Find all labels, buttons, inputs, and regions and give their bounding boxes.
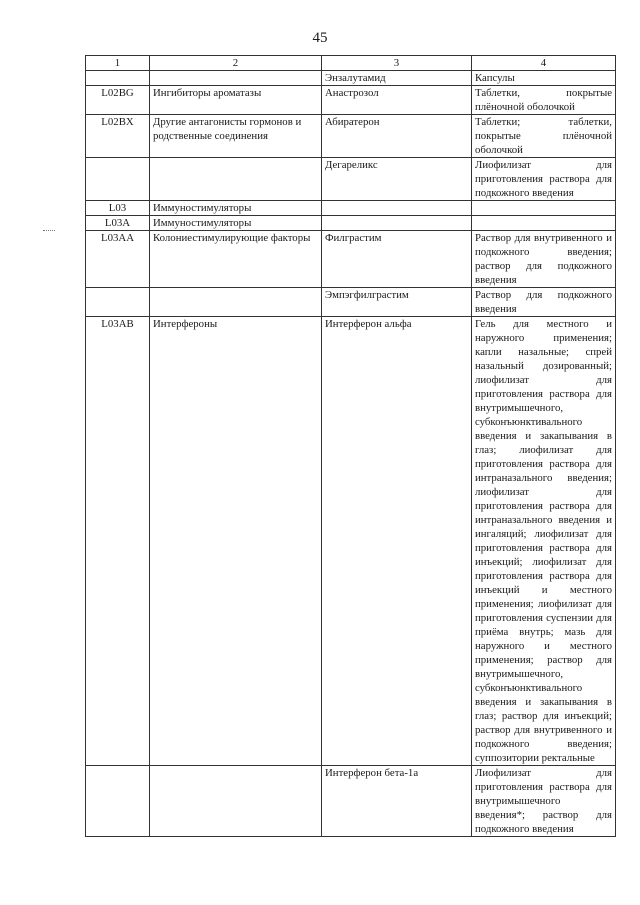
dosage-form-cell: Раствор для подкожного введения [472, 288, 616, 317]
dosage-form-cell: Капсулы [472, 71, 616, 86]
atc-code-cell: L02BG [86, 86, 150, 115]
drug-name-cell [322, 201, 472, 216]
margin-mark [43, 230, 55, 232]
atc-code-cell: L03A [86, 216, 150, 231]
header-col-2: 2 [150, 56, 322, 71]
table-row [86, 317, 616, 766]
group-name-cell [150, 766, 322, 837]
atc-code-cell: L03AA [86, 231, 150, 288]
table-header-row [86, 56, 616, 71]
drug-name-cell: Абиратерон [322, 115, 472, 158]
group-name-cell: Иммуностимуляторы [150, 201, 322, 216]
dosage-form-cell: Раствор для внутривенного и подкожного введения; раствор для подкожного введения [472, 231, 616, 288]
group-name-cell: Ингибиторы ароматазы [150, 86, 322, 115]
dosage-form-cell: Таблетки, покрытые плёночной оболочкой [472, 86, 616, 115]
atc-code-cell [86, 766, 150, 837]
table-row [86, 158, 616, 201]
table-row [86, 766, 616, 837]
drug-name-cell: Интерферон бета-1a [322, 766, 472, 837]
group-name-cell [150, 158, 322, 201]
table-row [86, 231, 616, 288]
page-number: 45 [312, 30, 328, 46]
atc-code-cell [86, 158, 150, 201]
group-name-cell: Интерфероны [150, 317, 322, 766]
atc-code-cell [86, 288, 150, 317]
table-row [86, 71, 616, 86]
header-col-1: 1 [86, 56, 150, 71]
drug-name-cell: Интерферон альфа [322, 317, 472, 766]
dosage-form-cell: Гель для местного и наружного применения; капли назальные; спрей назальный дозированный; лиофилизат для приготовления раствора для внутримышечного, субконъюнктивального введения и закапывания в глаз; лиофилизат для приготовления раствора для интраназального введения; лиофилизат для приготовления раствора для интраназального введения и ингаляций; лиофилизат для приготовления раствора для инъекций; лиофилизат для приготовления раствора для инъекций и местного применения; лиофилизат для приготовления суспензии для приёма внутрь; мазь для наружного и местного применения; раствор для внутримышечного, субконъюнктивального введения и закапывания в глаз; раствор для инъекций; раствор для внутривенного и подкожного введения; суппозитории ректальные [472, 317, 616, 766]
atc-code-cell: L03 [86, 201, 150, 216]
table-row [86, 216, 616, 231]
atc-code-cell: L03AB [86, 317, 150, 766]
table-row [86, 201, 616, 216]
dosage-form-cell: Лиофилизат для приготовления раствора для подкожного введения [472, 158, 616, 201]
atc-code-cell: L02BX [86, 115, 150, 158]
header-col-3: 3 [322, 56, 472, 71]
drug-name-cell [322, 216, 472, 231]
group-name-cell: Иммуностимуляторы [150, 216, 322, 231]
drug-name-cell: Дегареликс [322, 158, 472, 201]
drug-name-cell: Энзалутамид [322, 71, 472, 86]
table-row [86, 288, 616, 317]
dosage-form-cell [472, 216, 616, 231]
header-col-4: 4 [472, 56, 616, 71]
group-name-cell [150, 288, 322, 317]
drug-name-cell: Филграстим [322, 231, 472, 288]
dosage-form-cell [472, 201, 616, 216]
table-row [86, 86, 616, 115]
group-name-cell: Колониестимулирующие факторы [150, 231, 322, 288]
dosage-form-cell: Лиофилизат для приготовления раствора для внутримышечного введения*; раствор для подкожного введения [472, 766, 616, 837]
atc-code-cell [86, 71, 150, 86]
drug-table [85, 55, 616, 837]
drug-name-cell: Эмпэгфилграстим [322, 288, 472, 317]
drug-name-cell: Анастрозол [322, 86, 472, 115]
table-row [86, 115, 616, 158]
group-name-cell: Другие антагонисты гормонов и родственные соединения [150, 115, 322, 158]
group-name-cell [150, 71, 322, 86]
dosage-form-cell: Таблетки; таблетки, покрытые плёночной оболочкой [472, 115, 616, 158]
